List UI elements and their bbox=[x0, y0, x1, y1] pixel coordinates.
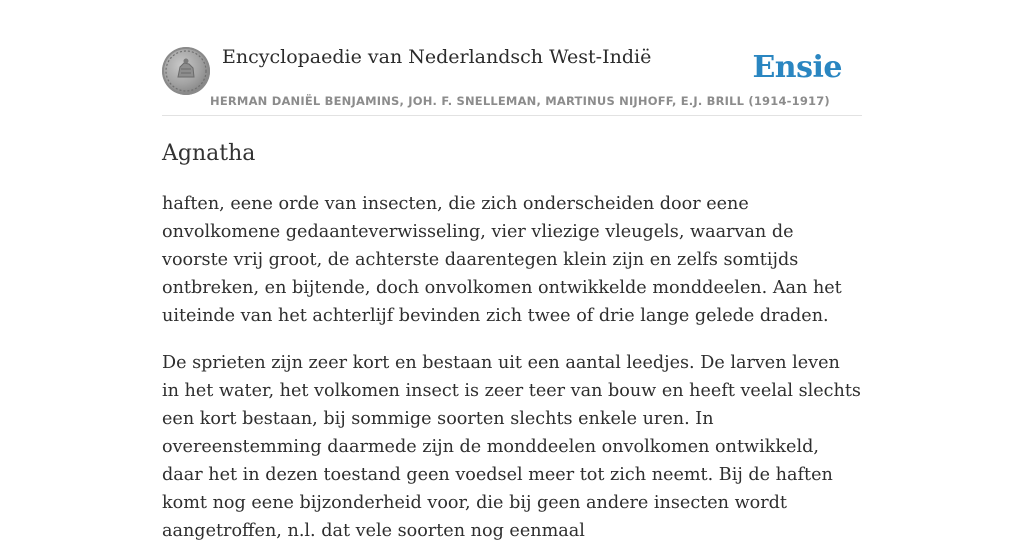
entry-title: Agnatha bbox=[162, 141, 256, 166]
entry-paragraph: haften, eene orde van insecten, die zich onderscheiden door eene onvolkomene gedaanteverwisseling, vier vliezige vleugels, waarvan de voorste vrij groot, de achterste daarentegen klein zijn en zelfs somtijds ontbreken, en bijtende, doch onvolkomen ontwikkelde monddeelen. Aan het uiteinde van het achterlijf bevinden zich twee of drie lange gelede draden. bbox=[162, 194, 842, 326]
header bbox=[162, 0, 862, 116]
coin-seal-icon[interactable] bbox=[162, 47, 210, 95]
entry-paragraph: De sprieten zijn zeer kort en bestaan uit een aantal leedjes. De larven leven in het water, het volkomen insect is zeer teer van bouw en heeft veelal slechts een kort bestaan, bij sommige soorten slechts enkele uren. In overeenstemming daarmede zijn de monddeelen onvolkomen ontwikkeld, daar het in dezen toestand geen voedsel meer tot zich neemt. Bij de haften komt nog eene bijzonderheid voor, die bij geen andere insecten wordt aangetroffen, n.l. dat vele soorten nog eenmaal bbox=[162, 353, 861, 541]
authors-line: HERMAN DANIËL BENJAMINS, JOH. F. SNELLEMAN, MARTINUS NIJHOFF, E.J. BRILL (1914-1917) bbox=[210, 94, 830, 108]
page bbox=[162, 0, 862, 541]
entry-body bbox=[162, 190, 862, 545]
brand-logo[interactable]: Ensie bbox=[752, 50, 842, 85]
site-title[interactable]: Encyclopaedie van Nederlandsch West-Indië bbox=[222, 46, 652, 68]
